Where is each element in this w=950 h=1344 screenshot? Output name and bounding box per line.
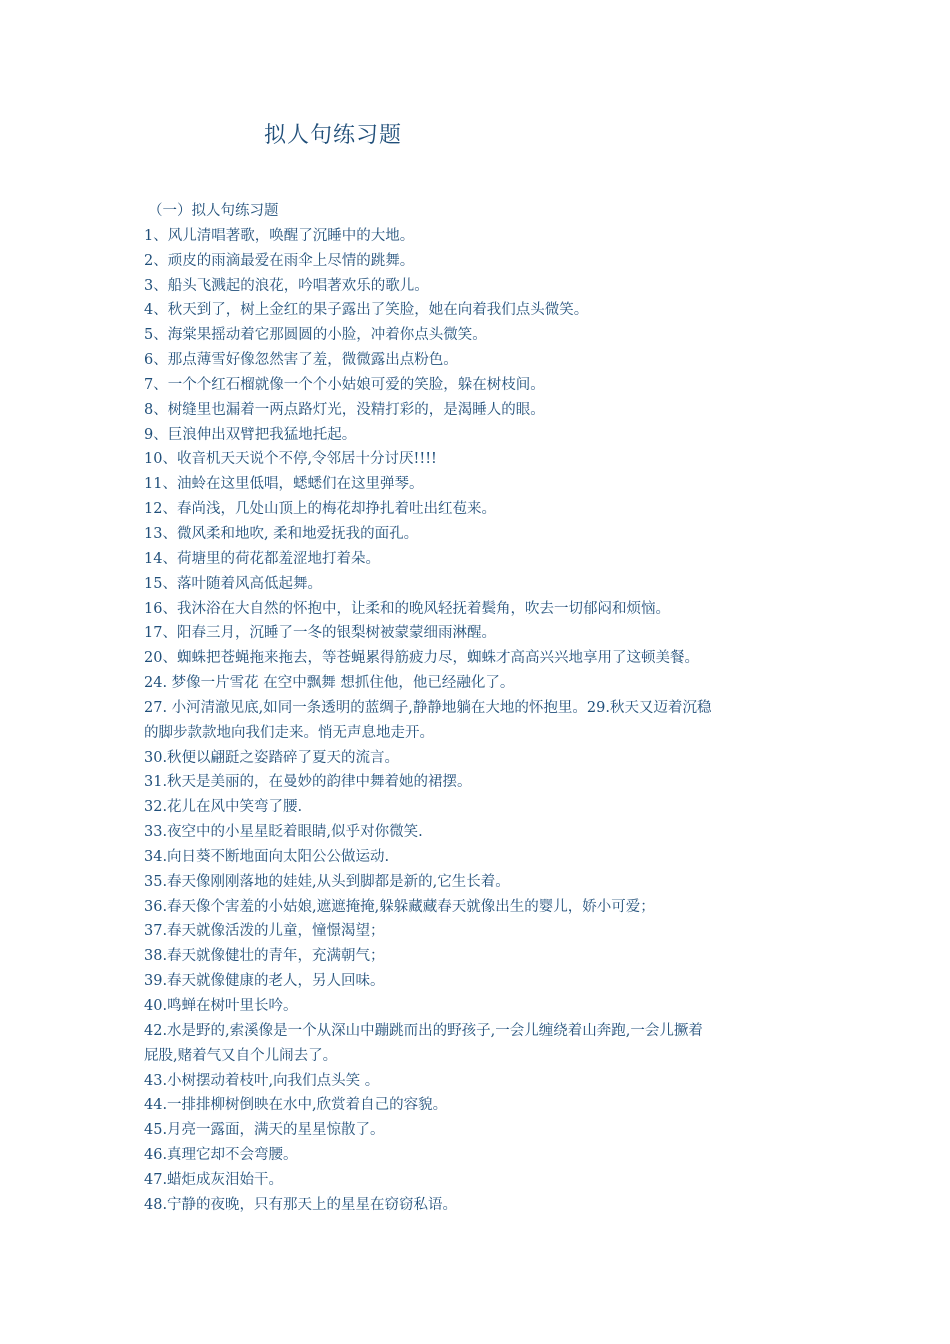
sentence-line: 15、落叶随着风高低起舞。 bbox=[144, 575, 322, 592]
sentence-line: 3、船头飞溅起的浪花，吟唱著欢乐的歌儿。 bbox=[144, 277, 429, 294]
sentence-line: 17、阳春三月，沉睡了一冬的银梨树被蒙蒙细雨淋醒。 bbox=[144, 625, 496, 642]
sentence-line: 40.鸣蝉在树叶里长吟。 bbox=[144, 998, 298, 1014]
sentence-line: 34.向日葵不断地面向太阳公公做运动. bbox=[144, 848, 390, 865]
sentence-line: 5、海棠果摇动着它那圆圆的小脸，冲着你点头微笑。 bbox=[144, 327, 487, 344]
sentence-line: 9、巨浪伸出双臂把我猛地托起。 bbox=[144, 426, 357, 443]
sentence-line: 12、春尚浅，几处山顶上的梅花却挣扎着吐出红苞来。 bbox=[144, 501, 496, 518]
sentence-line: 20、蜘蛛把苍蝇拖来拖去，等苍蝇累得筋疲力尽，蜘蛛才高高兴兴地享用了这顿美餐。 bbox=[144, 650, 699, 667]
sentence-line: 7、一个个红石榴就像一个个小姑娘可爱的笑脸，躲在树枝间。 bbox=[144, 376, 545, 393]
sentence-line: 46.真理它却不会弯腰。 bbox=[144, 1147, 298, 1164]
sentence-line: 44.一排排柳树倒映在水中,欣赏着自己的容貌。 bbox=[144, 1097, 448, 1114]
sentence-line: 27. 小河清澈见底,如同一条透明的蓝绸子,静静地躺在大地的怀抱里。29.秋天又迈着沉稳 bbox=[144, 699, 712, 716]
sentence-line: 13、微风柔和地吹, 柔和地爱抚我的面孔。 bbox=[144, 525, 419, 542]
sentence-line: 38.春天就像健壮的青年，充满朝气； bbox=[144, 948, 385, 965]
sentence-line: 2、顽皮的雨滴最爱在雨伞上尽情的跳舞。 bbox=[144, 252, 415, 269]
sentence-line: 8、树缝里也漏着一两点路灯光，没精打彩的，是渴睡人的眼。 bbox=[144, 401, 545, 418]
sentence-line: 39.春天就像健康的老人，另人回味。 bbox=[144, 973, 385, 990]
sentence-list bbox=[144, 224, 814, 1218]
sentence-line: 48.宁静的夜晚，只有那天上的星星在窃窃私语。 bbox=[144, 1196, 458, 1213]
sentence-line: 37.春天就像活泼的儿童，憧憬渴望； bbox=[144, 923, 385, 940]
sentence-line: 14、荷塘里的荷花都羞涩地打着朵。 bbox=[144, 550, 380, 567]
sentence-line: 35.春天像刚刚落地的娃娃,从头到脚都是新的,它生长着。 bbox=[144, 873, 510, 890]
document-body bbox=[144, 199, 814, 1218]
sentence-line: 屁股,赌着气又自个儿闹去了。 bbox=[144, 1047, 338, 1064]
sentence-line: 30.秋便以翩跹之姿踏碎了夏天的流言。 bbox=[144, 749, 400, 766]
sentence-line: 16、我沐浴在大自然的怀抱中，让柔和的晚风轻抚着鬓角，吹去一切郁闷和烦恼。 bbox=[144, 600, 670, 617]
sentence-line: 31.秋天是美丽的，在曼妙的韵律中舞着她的裙摆。 bbox=[144, 774, 472, 791]
sentence-line: 的脚步款款地向我们走来。悄无声息地走开。 bbox=[144, 724, 434, 741]
sentence-line: 33.夜空中的小星星眨着眼睛,似乎对你微笑. bbox=[144, 824, 423, 841]
sentence-line: 6、那点薄雪好像忽然害了羞，微微露出点粉色。 bbox=[144, 352, 458, 369]
sentence-line: 47.蜡炬成灰泪始干。 bbox=[144, 1171, 284, 1188]
sentence-line: 1、风儿清唱著歌，唤醒了沉睡中的大地。 bbox=[144, 227, 415, 244]
sentence-line: 43.小树摆动着枝叶,向我们点头笑 。 bbox=[144, 1072, 380, 1089]
sentence-line: 32.花儿在风中笑弯了腰. bbox=[144, 799, 303, 816]
section-heading: （一）拟人句练习题 bbox=[148, 203, 279, 219]
sentence-line: 36.春天像个害羞的小姑娘,遮遮掩掩,躲躲藏藏春天就像出生的婴儿，娇小可爱； bbox=[144, 898, 655, 915]
document-title: 拟人句练习题 bbox=[264, 123, 403, 148]
sentence-line: 45.月亮一露面，满天的星星惊散了。 bbox=[144, 1122, 385, 1139]
sentence-line: 11、油蛉在这里低唱，蟋蟋们在这里弹琴。 bbox=[144, 476, 424, 493]
sentence-line: 10、收音机天天说个不停,令邻居十分讨厌!!!! bbox=[144, 451, 437, 468]
sentence-line: 4、秋天到了，树上金红的果子露出了笑脸，她在向着我们点头微笑。 bbox=[144, 302, 589, 319]
sentence-line: 24. 梦像一片雪花 在空中飘舞 想抓住他，他已经融化了。 bbox=[144, 675, 515, 692]
sentence-line: 42.水是野的,索溪像是一个从深山中蹦跳而出的野孩子,一会儿缠绕着山奔跑,一会儿撅着 bbox=[144, 1022, 703, 1039]
